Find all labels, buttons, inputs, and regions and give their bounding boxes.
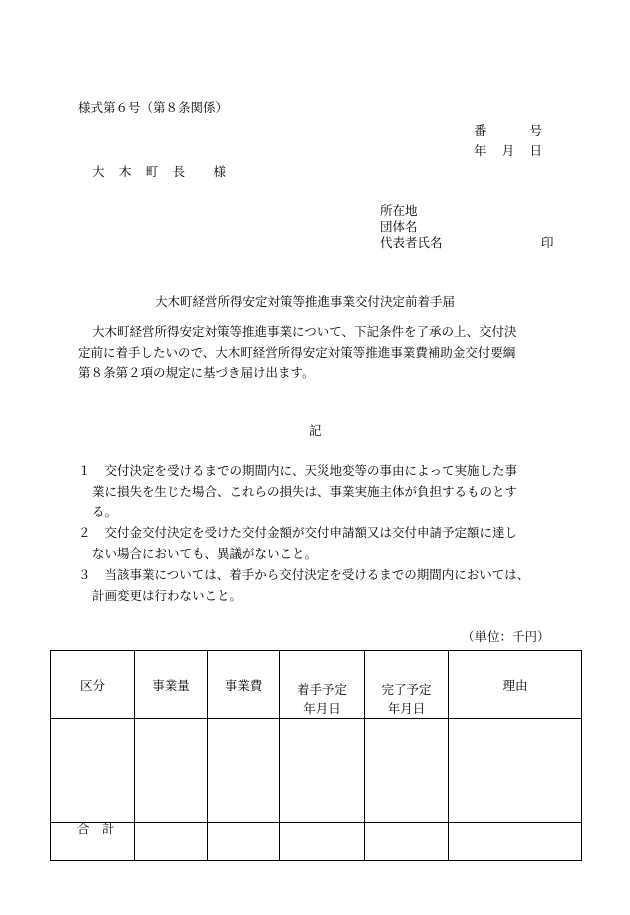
condition-item-1	[78, 461, 517, 523]
cell-quantity[interactable]	[135, 719, 208, 823]
document-number-line	[474, 125, 542, 138]
condition-line: 業に損失を生じた場合、これらの損失は、事業実施主体が負担するものとす	[92, 483, 518, 499]
header-category: 区分	[51, 651, 135, 719]
condition-item-2	[78, 523, 517, 564]
unit-label: （単位：千円）	[462, 629, 550, 644]
condition-line: 交付金交付決定を受けた交付金額が交付申請額又は交付申請予定額に達し	[104, 525, 518, 540]
condition-line: 計画変更は行わないこと。	[92, 587, 243, 603]
header-quantity: 事業量	[135, 651, 208, 719]
document-title: 大木町経営所得安定対策等推進事業交付決定前着手届	[155, 294, 456, 309]
body-line: 第８条第２項の規定に基づき届け出ます。	[78, 365, 315, 380]
header-reason: 理由	[449, 651, 582, 719]
number-label-go: 号	[529, 123, 542, 138]
table-total-row	[51, 823, 582, 861]
header-start-date	[280, 651, 365, 719]
condition-number: ３	[78, 567, 91, 582]
header-start-date-line1: 着手予定	[296, 682, 347, 697]
seal-label: 印	[541, 235, 554, 250]
project-table	[50, 650, 582, 861]
total-reason[interactable]	[449, 823, 582, 861]
body-paragraph	[78, 322, 517, 384]
organization-label: 団体名	[380, 219, 418, 234]
ki-heading: 記	[309, 423, 322, 438]
addressee	[92, 166, 226, 179]
condition-item-3	[78, 565, 529, 606]
condition-line: る。	[92, 504, 118, 519]
cell-cost[interactable]	[208, 719, 280, 823]
date-day-label: 日	[529, 143, 542, 158]
header-end-date-line2: 年月日	[387, 701, 426, 716]
condition-line: 交付決定を受けるまでの期間内に、天災地変等の事由によって実施した事	[104, 463, 518, 478]
total-quantity[interactable]	[135, 823, 208, 861]
header-end-date-line1: 完了予定	[381, 682, 432, 697]
header-end-date	[365, 651, 449, 719]
header-start-date-line2: 年月日	[303, 701, 341, 716]
representative-label: 代表者氏名	[380, 235, 443, 250]
number-label-ban: 番	[474, 123, 487, 138]
cell-start-date[interactable]	[280, 719, 365, 823]
cell-end-date[interactable]	[365, 719, 449, 823]
total-label: 合 計	[51, 823, 135, 861]
condition-number: １	[78, 463, 91, 478]
total-start-date[interactable]	[280, 823, 365, 861]
table-header-row	[51, 651, 582, 719]
date-month-label: 月	[501, 143, 515, 158]
addressee-char: 様	[213, 164, 226, 179]
addressee-char: 大	[92, 164, 105, 179]
header-cost: 事業費	[208, 651, 280, 719]
addressee-char: 長	[172, 164, 186, 179]
addressee-char: 町	[145, 164, 159, 179]
addressee-char: 木	[118, 164, 132, 179]
date-year-label: 年	[474, 143, 487, 158]
condition-line: 当該事業については、着手から交付決定を受けるまでの期間内においては、	[104, 567, 530, 582]
form-number: 様式第６号（第８条関係）	[78, 100, 229, 115]
cell-reason[interactable]	[449, 719, 582, 823]
date-line	[474, 145, 542, 158]
table-row	[51, 719, 582, 823]
total-cost[interactable]	[208, 823, 280, 861]
total-end-date[interactable]	[365, 823, 449, 861]
body-line: 定前に着手したいので、大木町経営所得安定対策等推進事業費補助金交付要綱	[78, 344, 516, 360]
body-line: 大木町経営所得安定対策等推進事業について、下記条件を了承の上、交付決	[92, 324, 517, 339]
condition-line: ない場合においても、異議がないこと。	[92, 545, 318, 561]
cell-category[interactable]	[51, 719, 135, 823]
address-label: 所在地	[380, 203, 418, 218]
condition-number: ２	[78, 525, 91, 540]
